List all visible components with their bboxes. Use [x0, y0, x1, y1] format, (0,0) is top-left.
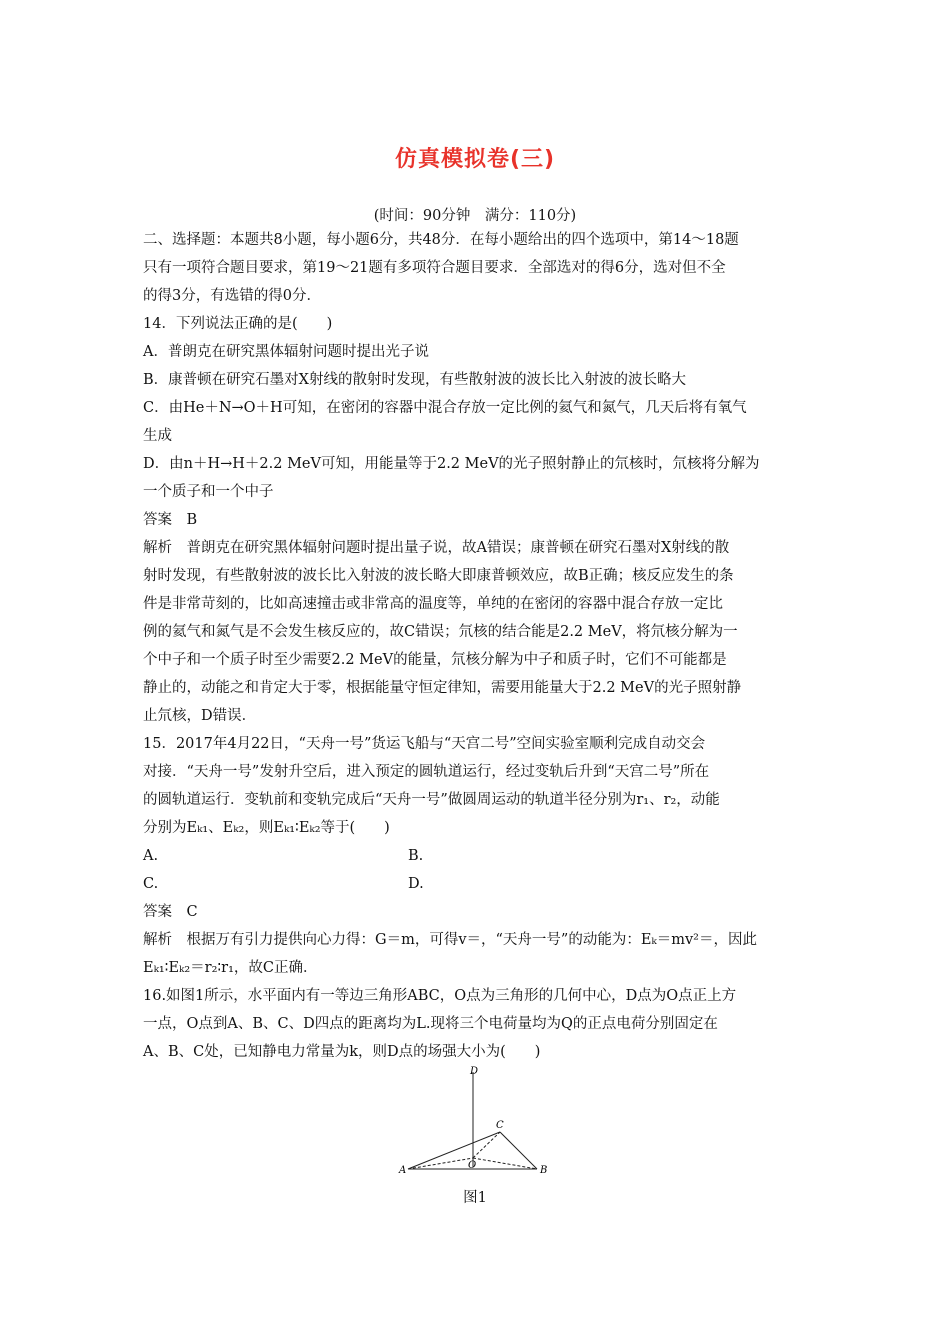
text-line: 只有一项符合题目要求，第19～21题有多项符合题目要求．全部选对的得6分，选对但不全: [143, 260, 726, 276]
label-o: O: [468, 1160, 477, 1171]
option-a: A.: [143, 848, 159, 864]
option-c: C.: [143, 876, 159, 892]
text-line: 生成: [143, 428, 172, 444]
figure-caption: 图1: [463, 1190, 487, 1206]
label-c: C: [496, 1120, 504, 1131]
text-line: 的圆轨道运行．变轨前和变轨完成后“天舟一号”做圆周运动的轨道半径分别为r₁、r₂，动能: [143, 792, 720, 808]
page-title: 仿真模拟卷(三): [394, 147, 556, 172]
text-line: 对接．“天舟一号”发射升空后，进入预定的圆轨道运行，经过变轨后升到“天宫二号”所在: [143, 764, 710, 780]
analysis-15: 解析 根据万有引力提供向心力得：G＝m，可得v＝，“天舟一号”的动能为：Eₖ＝mv²＝，因此: [143, 932, 757, 948]
answer-14: 答案 B: [143, 512, 198, 528]
question-16: 16.如图1所示，水平面内有一等边三角形ABC，O点为三角形的几何中心，D点为O点正上方: [143, 988, 737, 1004]
text-line: 一点，O点到A、B、C、D四点的距离均为L.现将三个电荷量均为Q的正点电荷分别固定在: [143, 1016, 718, 1032]
option-d: D.: [408, 876, 424, 892]
exam-time-info: (时间：90分钟 满分：110分): [373, 208, 577, 224]
text-line: 射时发现，有些散射波的波长比入射波的波长略大即康普顿效应，故B正确；核反应发生的条: [143, 568, 734, 584]
edge-oa: [408, 1158, 473, 1169]
text-line: 止氘核，D错误．: [143, 708, 257, 724]
text-line: 分别为Eₖ₁、Eₖ₂，则Eₖ₁∶Eₖ₂等于( ): [143, 820, 390, 836]
label-b: B: [540, 1165, 548, 1176]
text-line: 例的氦气和氮气是不会发生核反应的，故C错误；氘核的结合能是2.2 MeV，将氘核分解为一: [143, 624, 738, 640]
question-15: 15．2017年4月22日，“天舟一号”货运飞船与“天宫二号”空间实验室顺利完成自动交会: [143, 736, 706, 752]
text-line: 件是非常苛刻的，比如高速撞击或非常高的温度等，单纯的在密闭的容器中混合存放一定比: [143, 596, 723, 612]
label-d: D: [470, 1066, 479, 1077]
answer-15: 答案 C: [143, 904, 198, 920]
text-line: 一个质子和一个中子: [143, 484, 274, 500]
text-line: 个中子和一个质子时至少需要2.2 MeV的能量，氘核分解为中子和质子时，它们不可能都是: [143, 652, 727, 668]
option-a: A．普朗克在研究黑体辐射问题时提出光子说: [143, 344, 429, 360]
text-line: 二、选择题：本题共8小题，每小题6分，共48分．在每小题给出的四个选项中，第14～18题: [143, 232, 739, 248]
analysis-14: 解析 普朗克在研究黑体辐射问题时提出量子说，故A错误；康普顿在研究石墨对X射线的散: [143, 540, 730, 556]
question-14: 14．下列说法正确的是( ): [143, 316, 333, 332]
option-b: B.: [408, 848, 424, 864]
option-b: B．康普顿在研究石墨对X射线的散射时发现，有些散射波的波长比入射波的波长略大: [143, 372, 686, 388]
triangle-figure: [390, 1060, 570, 1190]
edge-cb: [500, 1132, 537, 1169]
text-line: 静止的，动能之和肯定大于零，根据能量守恒定律知，需要用能量大于2.2 MeV的光子照射静: [143, 680, 742, 696]
text-line: Eₖ₁∶Eₖ₂＝r₂∶r₁，故C正确．: [143, 960, 318, 976]
edge-oc: [473, 1132, 500, 1158]
option-d: D．由n＋H→H＋2.2 MeV可知，用能量等于2.2 MeV的光子照射静止的氘核时，氘核将分解为: [143, 456, 760, 472]
text-line: 的得3分，有选错的得0分．: [143, 288, 321, 304]
edge-ac: [408, 1132, 500, 1169]
option-c: C．由He＋N→O＋H可知，在密闭的容器中混合存放一定比例的氦气和氮气，几天后将有氧气: [143, 400, 747, 416]
text-line: A、B、C处，已知静电力常量为k，则D点的场强大小为( ): [143, 1044, 541, 1060]
label-a: A: [399, 1165, 407, 1176]
